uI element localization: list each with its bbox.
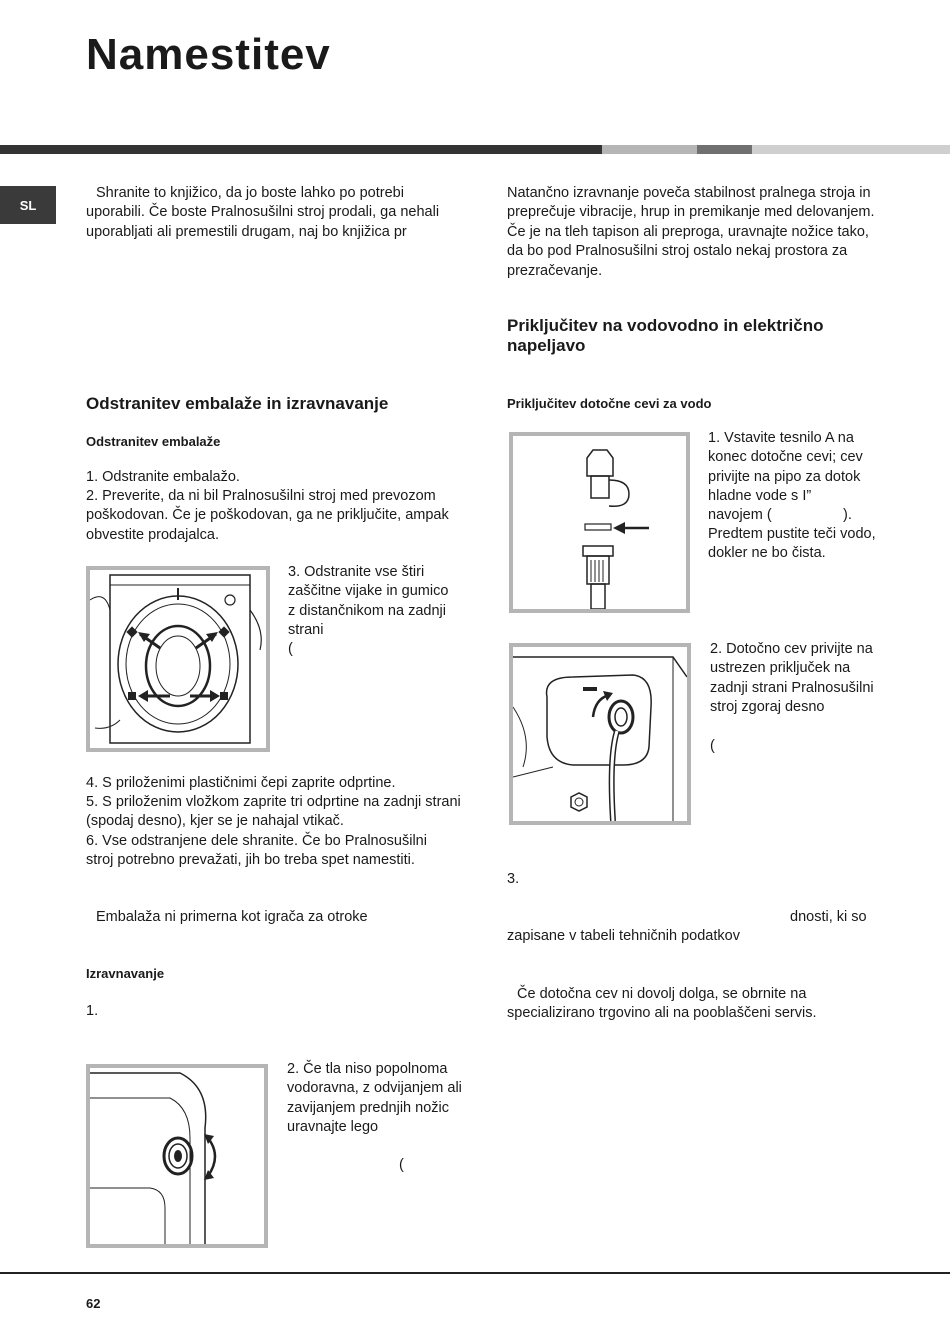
step-6-text: 6. Vse odstranjene dele shranite. Če bo Pralnosušilni stroj potrebno prevažati, jih bo treba spet namestiti. — [86, 833, 427, 869]
step-4-text: 4. S priloženimi plastičnimi čepi zaprite odprtine. — [86, 775, 396, 791]
subsection-title-unpacking: Odstranitev embalaže — [86, 434, 221, 449]
water-step-3: 3. — [507, 871, 520, 887]
figure-rear-inlet — [509, 643, 691, 825]
foot-illustration — [90, 1068, 264, 1244]
machine-back-illustration — [90, 570, 266, 748]
step-3-text: 3. Odstranite vse štiri zaščitne vijake in gumico z distančnikom na zadnji strani — [288, 564, 449, 639]
warning-text: Embalaža ni primerna kot igrača za otroke — [96, 909, 368, 925]
step-1-text: 1. Odstranite embalažo. — [86, 469, 240, 485]
level-step-2: 2. Če tla niso popolnoma vodoravna, z odvijanjem ali zavijanjem prednjih nožic uravnajte lego — [287, 1061, 462, 1136]
rear-inlet-illustration — [513, 647, 687, 821]
page-number: 62 — [86, 1296, 101, 1311]
figure-tap-connection — [509, 432, 690, 613]
figure-machine-back — [86, 566, 270, 752]
water-step-2-paren: ( — [710, 738, 715, 754]
tap-illustration — [513, 436, 686, 609]
header-bar-mid — [697, 145, 752, 154]
page-title: Namestitev — [86, 30, 331, 79]
footer-rule — [0, 1272, 950, 1274]
water-step-3-tail: dnosti, ki so — [790, 909, 867, 925]
section-title-unpacking: Odstranitev embalaže in izravnavanje — [86, 394, 389, 413]
hose-length-note: Če dotočna cev ni dovolj dolga, se obrnite na specializirano trgovino ali na pooblaščeni servis. — [507, 986, 817, 1022]
subsection-title-water-hose: Priključitev dotočne cevi za vodo — [507, 396, 712, 411]
header-bar-light — [602, 145, 697, 154]
header-bar-dark — [0, 145, 602, 154]
water-step-1-text: 1. Vstavite tesnilo A na konec dotočne cevi; cev privijte na pipo za dotok hladne vode s I” — [708, 430, 863, 505]
intro-text: Shranite to knjižico, da jo boste lahko po potrebi uporabili. Če boste Pralnosušilni stroj prodali, ga nehali uporabljati ali premestili drugam, naj bo knjižica pr — [86, 185, 440, 240]
header-bar-pale — [752, 145, 950, 154]
water-step-1-flush: Predtem pustite teči vodo, dokler ne bo čista. — [708, 526, 876, 562]
leveling-info-text: Natančno izravnanje poveča stabilnost pralnega stroja in preprečuje vibracije, hrup in premikanje med delovanjem. Če je na tleh tapison ali preproga, uravnajte nožice tako, da bo pod Pralnosušilni stroj ostalo nekaj prostora za prezračevanje. — [507, 185, 875, 279]
level-step-2-paren: ( — [399, 1157, 404, 1173]
water-step-3-line2: zapisane v tabeli tehničnih podatkov — [507, 928, 740, 944]
figure-adjustable-foot — [86, 1064, 268, 1248]
section-title-connection: Priključitev na vodovodno in električno napeljavo — [507, 316, 824, 355]
level-step-1: 1. — [86, 1003, 99, 1019]
step-2-text: 2. Preverite, da ni bil Pralnosušilni stroj med prevozom poškodovan. Če je poškodovan, ga ne priključite, ampak obvestite prodajalca. — [86, 488, 449, 543]
water-step-1-thread: navojem ( — [708, 507, 772, 523]
step-5-text: 5. S priloženim vložkom zaprite tri odprtine na zadnji strani (spodaj desno), kjer se je nahajal vtikač. — [86, 794, 461, 830]
language-tab: SL — [0, 186, 56, 224]
subsection-title-leveling: Izravnavanje — [86, 966, 165, 981]
step-3-paren: ( — [288, 641, 293, 657]
water-step-2-text: 2. Dotočno cev privijte na ustrezen priključek na zadnji strani Pralnosušilni stroj zgoraj desno — [710, 641, 874, 716]
water-step-1-close: ). — [843, 507, 852, 523]
